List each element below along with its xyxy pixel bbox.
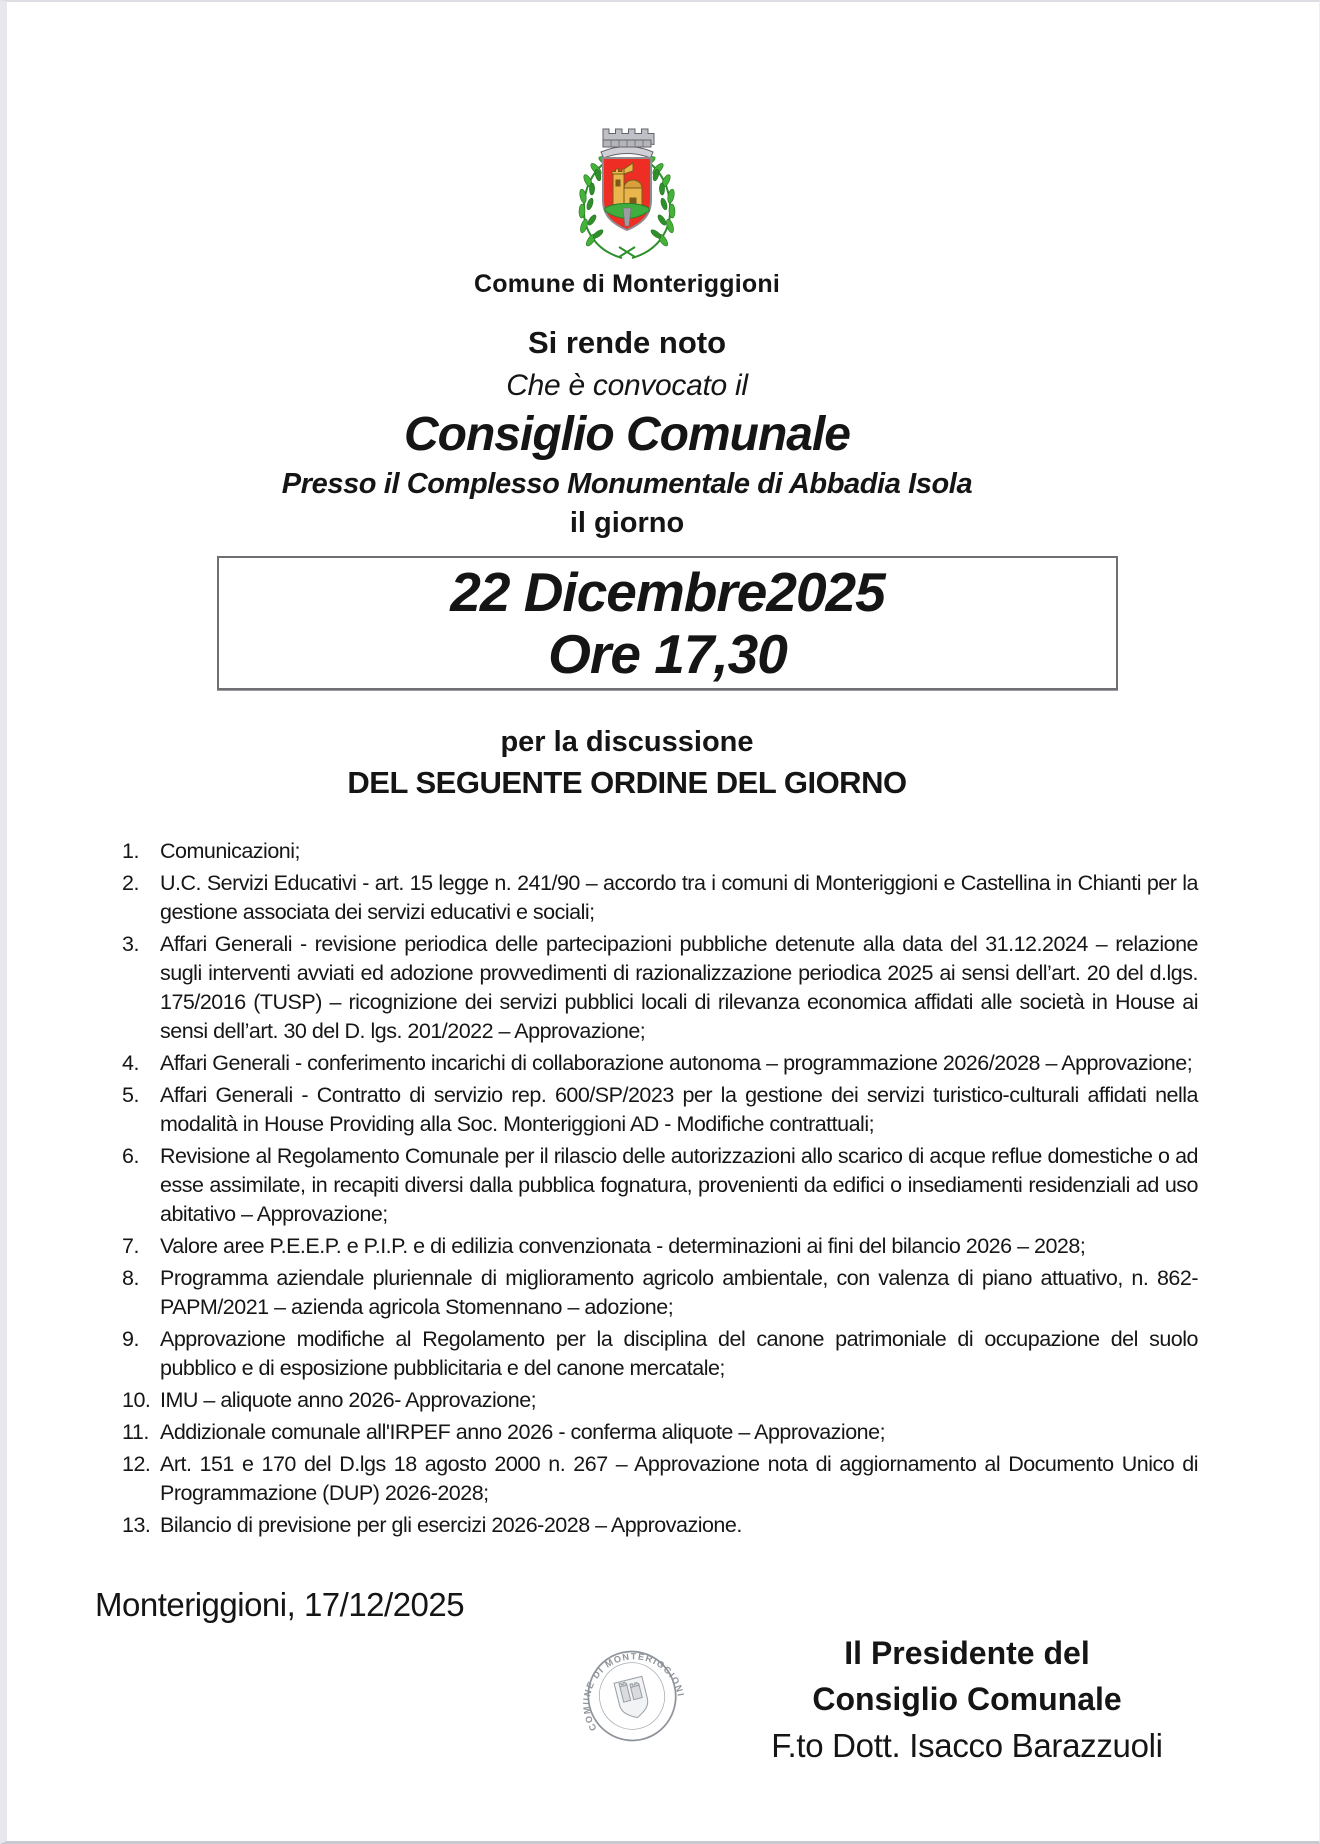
agenda-item: Valore aree P.E.E.P. e P.I.P. e di edilizia convenzionata - determinazioni ai fini del bilancio 2026 – 2028; — [160, 1234, 1086, 1258]
agenda-item: Affari Generali - Contratto di servizio rep. 600/SP/2023 per la gestione dei servizi turistico-culturali affidati nella modalità in House Providing alla Soc. Monteriggioni AD - Modifiche contrattuali; — [160, 1083, 1198, 1136]
agenda-item: U.C. Servizi Educativi - art. 15 legge n. 241/90 – accordo tra i comuni di Monteriggioni e Castellina in Chianti per la gestione associata dei servizi educativi e sociali; — [160, 871, 1198, 924]
session-date-box — [217, 556, 1118, 690]
day-label: il giorno — [569, 507, 685, 539]
agenda-item: Comunicazioni; — [160, 839, 300, 863]
agenda-list — [122, 837, 1198, 1540]
agenda-item: Addizionale comunale all'IRPEF anno 2026 - conferma aliquote – Approvazione; — [160, 1420, 886, 1444]
convened-line: Che è convocato il — [506, 369, 748, 402]
council-title: Consiglio Comunale — [403, 408, 850, 461]
municipal-seal-icon — [572, 1638, 692, 1754]
municipality-name: Comune di Monteriggioni — [474, 270, 780, 298]
signature-block — [732, 1630, 1202, 1770]
agenda-item: Art. 151 e 170 del D.lgs 18 agosto 2000 n. 267 – Approvazione nota di aggiornamento al Documento Unico di Programmazione (DUP) 2026-2028; — [160, 1452, 1198, 1505]
discussion-line: per la discussione — [500, 726, 754, 758]
agenda-item: Affari Generali - revisione periodica delle partecipazioni pubbliche detenute alla data del 31.12.2024 – relazione sugli interventi avviati ed adozione provvedimenti di razionalizzazione periodica 2025 ai sensi dell’art. 20 del d.lgs. 175/2016 (TUSP) – ricognizione dei servizi pubblici locali di rilevanza economica affidati alle società in House ai sensi dell’art. 30 del D. lgs. 201/2022 – Approvazione; — [160, 932, 1198, 1043]
notice-heading: Si rende noto — [527, 325, 727, 360]
municipal-crest-icon — [565, 112, 689, 262]
signature-row — [7, 1630, 1247, 1770]
agenda-item: Programma aziendale pluriennale di miglioramento agricolo ambientale, con valenza di piano attuativo, n. 862-PAPM/2021 – azienda agricola Stomennano – adozione; — [160, 1266, 1198, 1319]
agenda-heading: DEL SEGUENTE ORDINE DEL GIORNO — [347, 765, 907, 800]
session-time: Ore 17,30 — [548, 623, 787, 685]
place-and-date: Monteriggioni, 17/12/2025 — [95, 1586, 465, 1623]
svg-text:COMUNE DI MONTERIGGIONI: COMUNE DI MONTERIGGIONI — [581, 1651, 686, 1733]
crest-container — [7, 112, 1247, 262]
agenda-item: IMU – aliquote anno 2026- Approvazione; — [160, 1388, 537, 1412]
agenda-item: Approvazione modifiche al Regolamento per la disciplina del canone patrimoniale di occupazione del suolo pubblico e di esposizione pubblicitaria e del canone mercatale; — [160, 1327, 1198, 1380]
president-role-line2: Consiglio Comunale — [812, 1681, 1122, 1717]
session-date: 22 Dicembre2025 — [450, 561, 885, 623]
agenda-item: Revisione al Regolamento Comunale per il rilascio delle autorizzazioni allo scarico di acque reflue domestiche o ad esse assimilate, in recapiti diversi dalla pubblica fognatura, provenienti da edifici o insediamenti residenziali ad uso abitativo – Approvazione; — [160, 1144, 1198, 1226]
agenda-item: Bilancio di previsione per gli esercizi 2026-2028 – Approvazione. — [160, 1513, 742, 1537]
notice-document — [7, 112, 1247, 1770]
president-signer: F.to Dott. Isacco Barazzuoli — [771, 1727, 1163, 1764]
agenda-item: Affari Generali - conferimento incarichi di collaborazione autonoma – programmazione 2026/2028 – Approvazione; — [160, 1051, 1193, 1075]
venue-line: Presso il Complesso Monumentale di Abbadia Isola — [281, 468, 973, 500]
president-role-line1: Il Presidente del — [844, 1635, 1090, 1671]
